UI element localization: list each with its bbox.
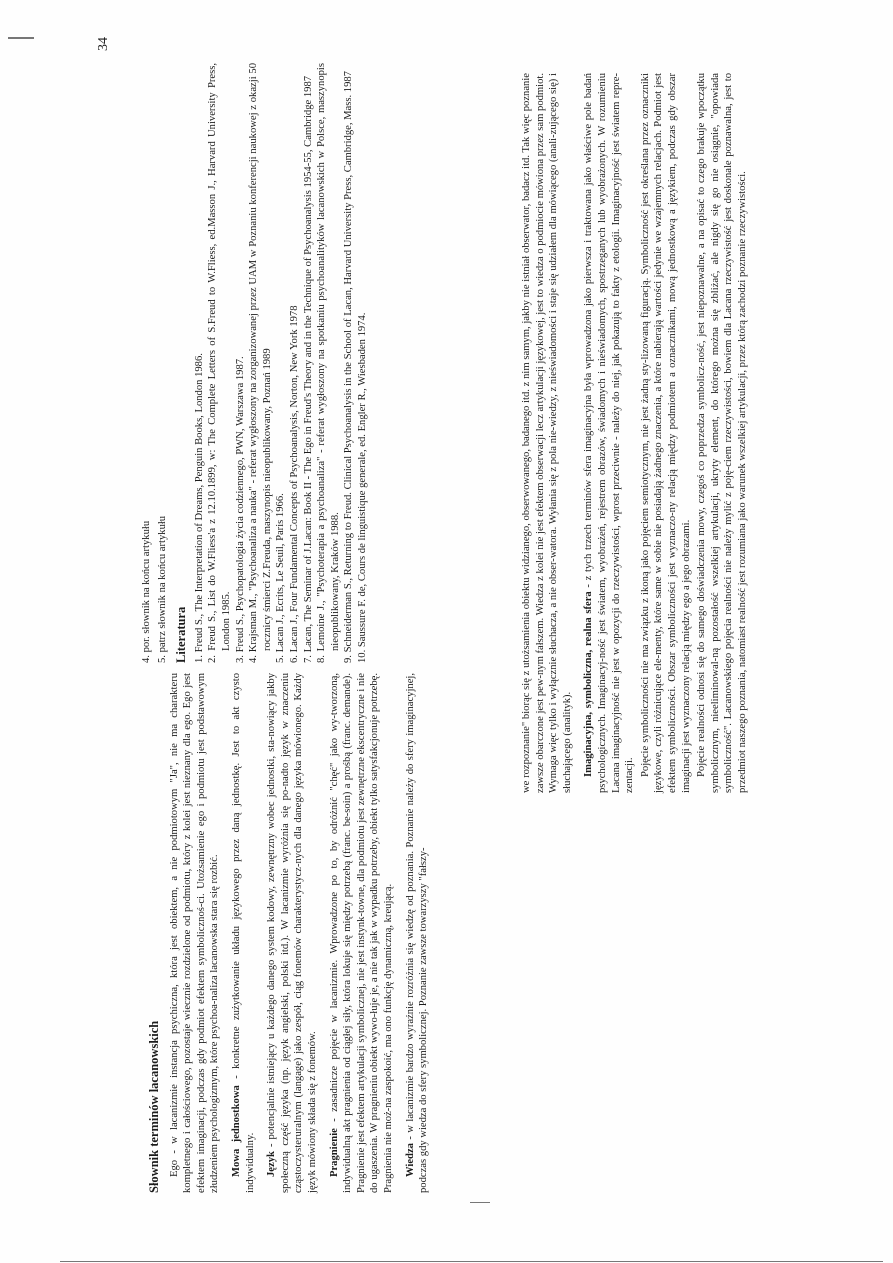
- glossary-wiedza: Wiedza - w lacanizmie bardzo wyraźnie rozróżnia się wiedzę od poznania. Poznanie należy do sfery imaginacyjnej, podczas gdy wiedza do sfery symbolicznej. Poznanie zawsze towarzyszy "fałszy-: [404, 673, 430, 1193]
- glossary-pragnienie: Pragnienie - zasadnicze pojęcie w lacanizmie. Wprowadzone po to, by odróżnić "chęć" jako wy-tworzoną, indywidualną akt pragnienia od ciągłej siły, która lokuje się między potrzebą (franc. be-soin) a prośbą (franc. demande). Pragnienie jest efektem artykulacji symbolicznej, nie jest instynk-towne, dla podmiotu jest zewnętrzne ekscentryczne i nie do ugaszenia. W pragnieniu obiekt wywo-łuje je, a nie tak jak w wypadku potrzeby, obiekt tylko satysfakcjonuje potrzebę. Pragnienia nie moż-na zaspokoić, ma ono funkcję dynamiczną, kreującą.: [328, 673, 394, 1193]
- bib-item: 9. Schneiderman S., Returning to Freud. Clinical Psychoanalysis in the School of Lacan, Harvard University Press, Cambridge, Mass. 1987: [343, 71, 355, 663]
- bib-item: 7. Lacan, The Seminar of J.Lacan: Book II - The Ego in Freud's Theory and in the Technique of Psychoanalysis 1954-55, Cambridge 1987: [302, 75, 314, 663]
- bib-item: 10. Saussure F. de, Cours de linguistique generale, ed. Engler R., Wiesbaden 1974.: [356, 312, 368, 663]
- glossary-wiedza-cont: we rozpoznanie" biorąc się z utożsamienia obiektu widzianego, obserwowanego, badanego itd. z nim samym, jakby nie istniał obserwator, badacz itd. Tak więc poznanie zawsze obarczone jest pew-nym fałszem. Wiedza z kolei nie jest efektem obserwacji lecz artykulacji językowej, jest to wiedza o podmiocie mówiona przez sam podmiot. Wymaga więc tylko i wyłącznie słuchacza, a nie obser-watora. Wyłania się z pola nie-wiedzy, z nieświadomości i staje się udziałem dla mówiącego (anali-zującego się) i słuchającego (analityk).: [521, 73, 573, 793]
- bibliography-list: [193, 63, 370, 663]
- bib-item: 2. Freud S., List do W.Fliess'a z 12.10.1899, w: The Complete Letters of S.Freud to W.Fliess, ed.Masson J., Harvard University Press, London 1985.: [207, 63, 232, 663]
- top-rule: [8, 37, 34, 39]
- term-mowa: Mowa jednostkowa: [230, 1085, 242, 1177]
- glossary-realnosc: Pojęcie realności odnosi się do samego doświadczenia mowy, czegoś co poprzedza symbolicz-ność, jest niepoznawalne, a na opisać to czego brakuje wpoczątku symbolicznym, nieeliminowal-ną pozostałość wszelkiej artykulacji, ukryty element, do którego można się zbliżać, ale nigdy się go nie osiągnie, "opowiada symboliczność". Lacanowskiego pojęcia realności nie należy mylić z poję-ciem rzeczywistości, bowiem dla Lacana rzeczywistość jest doskonale poznawalna, jest to przedmiot naszego poznania, natomiast realność jest rozumiana jako warunek wszelkiej artykulacji, przez którą zachodzi poznanie rzeczywistości.: [696, 73, 748, 793]
- note-5: 5. patrz słownik na końcu artykułu: [156, 515, 168, 663]
- bib-item: 5. Lacan J., Ecrits, Le Seuil, Paris 1966.: [275, 493, 287, 663]
- glossary-jezyk: Język - potencjalnie istniejący u każdego danego system kodowy, zewnętrzny wobec jednostki, sta-nowiący jakby społeczną część języka (np. język angielski, polski itd.). W lacanizmie wyróżnia się po-nadto język w znaczeniu cząstoczysteruralnym (langage) jako zespół, ciąg fonemów charakterystycz-nych dla danego języka mówionego. Każdy język mówiony składa się z fonemów.: [266, 673, 318, 1193]
- bib-item: 1. Freud S., The Interpretation of Dreams, Penguin Books, London 1986.: [193, 353, 205, 663]
- bib-item: 3. Freud S., Psychopatologia życia codziennego, PWN, Warszawa 1987.: [234, 356, 246, 663]
- glossary-ego: Ego - w lacanizmie instancja psychiczna, która jest obiektem, a nie podmiotowym "Ja", nie ma charakteru kompletnego i całościowego, pozostaje wiecznie rozdzielone od podmiotu, który z kolei jest nieznany dla ego. Ego jest efektem imaginacji, podczas gdy podmiot efektem symbolicznoś-ci. Utożsamienie ego i podmiotu jest podstawowym złudzeniem psychologizmym, które psychoa-naliza lacanowska stara się rozbić.: [168, 673, 221, 1193]
- bib-item: 4. Krajsman M., "Psychoanaliza a nauka" - referat wygłoszony na zorganizowanej przez UAM w Poznaniu konferencji naukowej z okazji 50 rocznicy śmierci Z.Freuda, maszynopis nieopublikowany, Poznań 1989: [248, 63, 273, 663]
- bibliography-heading: Literatura: [174, 606, 189, 663]
- page-number: 34: [96, 37, 111, 51]
- term-wiedza: Wiedza: [404, 1143, 416, 1177]
- term-pragnienie: Pragnienie: [328, 1128, 340, 1177]
- glossary-mowa: Mowa jednostkowa - konkretne zużytkowanie układu językowego przez daną jednostkę. Jest to akt czysto indywidualny.: [230, 673, 256, 1193]
- note-4: 4. por. słownik na końcu artykułu: [141, 520, 152, 663]
- glossary-symbolicznosc: Pojęcie symboliczności nie ma związku z ikoną jako pojęciem semiotycznym, nie jest żadną sty-lizowaną figuracją. Symboliczność jest określana przez oznaczniki językowe, czyli różnicujące ele-menty, które same w sobie nie posiadają żadnego znaczenia, a które nabierają wartości jedynie we wzajemnych relacjach. Podmiot jest efektem symboliczności. Obszar symboliczności jest wyznaczo-ny relacją między podmiotem a oznacznikami, mową jednostkową a językiem, podczas gdy obszar imaginacji jest wyznaczony relacją między ego a jego obrazami.: [639, 73, 692, 793]
- glossary-sfery: Imaginacyjna, symboliczna, realna sfera - z tych trzech terminów sfera imaginacyjna była wprowadzona jako pierwsza i traktowana jako właściwe pole badań psychologicznych. Imaginacyj-ność jest światem, wyobrażeń, rejestrem obrazów, świadomych i nieświadomych, spostrzeganych lub wyobrażonych. W rozumieniu Lacana imaginacyjność nie jest w opozycji do rzeczywistości, wprost przeciwnie - należy do niej, jak pokazują to fakty z etologii. Imaginacyjność jest światem repre-zentacji.: [583, 73, 636, 793]
- glossary-heading: Słownik terminów lacanowskich: [147, 1020, 161, 1193]
- bottom-rule: [470, 1202, 490, 1203]
- bib-item: 8. Lemoine J., "Psychoterapia a psychoanaliza" - referat wygłoszony na spotkaniu psychoanalityków lacanowskich w Polsce, maszynopis nieopublikowany, Kraków 1988.: [316, 63, 341, 663]
- term-jezyk: Język: [266, 1151, 278, 1177]
- term-sfery: Imaginacyjna, symboliczna, realna sfera: [583, 591, 595, 777]
- bottom-edge-rule: [60, 1261, 883, 1262]
- right-column: [520, 73, 860, 793]
- bib-item: 6. Lacan J., Four Fundamental Concepts of Psychoanalysis, Norton, New York 1978: [288, 305, 300, 663]
